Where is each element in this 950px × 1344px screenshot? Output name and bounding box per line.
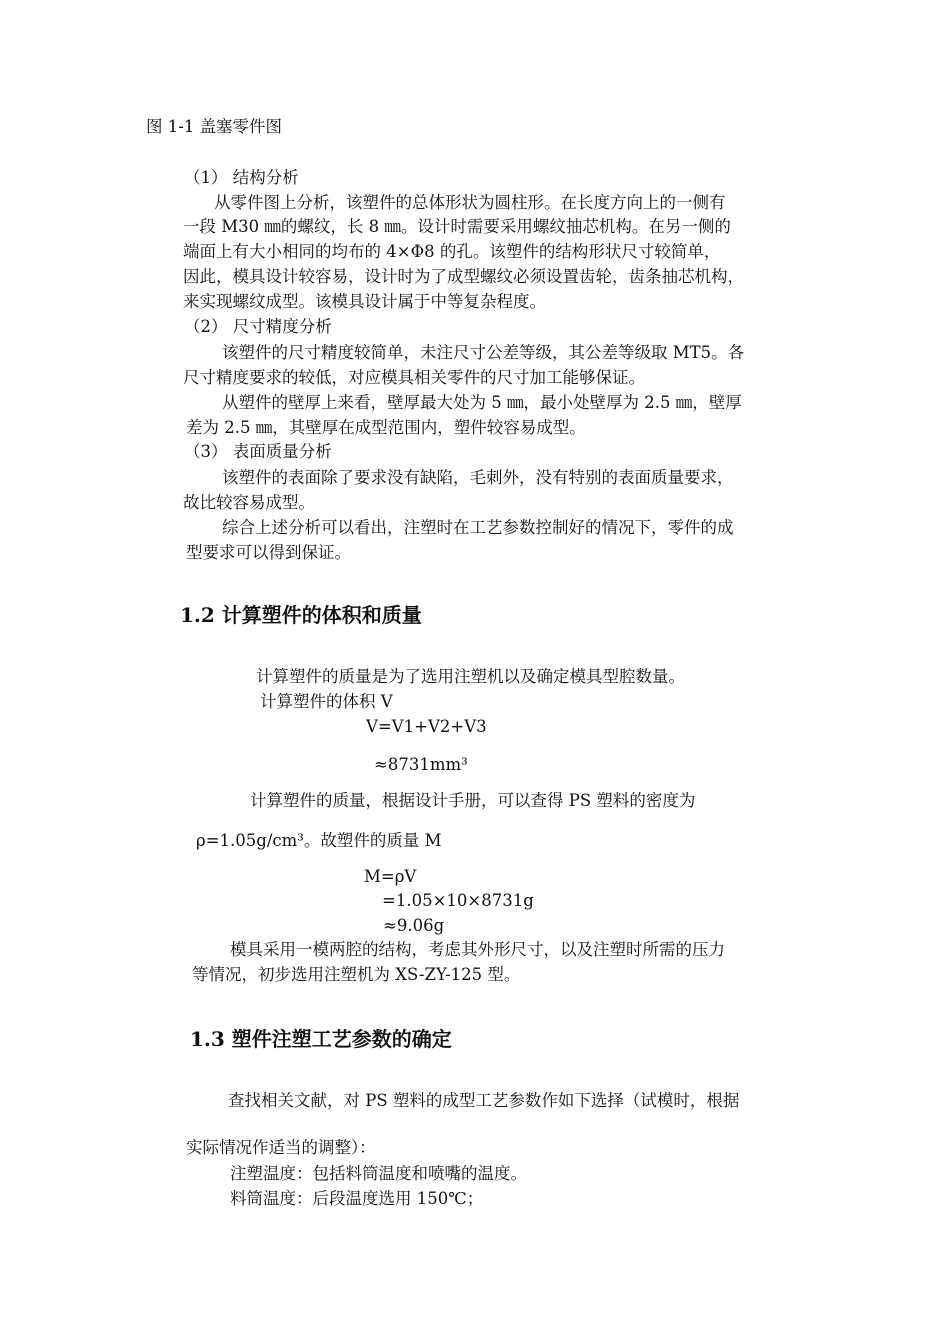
paragraph-line: 料筒温度：后段温度选用 150℃； [230, 1189, 484, 1208]
paragraph-line: 注塑温度：包括料筒温度和喷嘴的温度。 [230, 1164, 527, 1183]
paragraph-line: 模具采用一模两腔的结构，考虑其外形尺寸，以及注塑时所需的压力 [230, 940, 725, 959]
figure-caption: 图 1-1 盖塞零件图 [146, 117, 283, 136]
formula-line: M=ρV [364, 867, 417, 886]
paragraph-line: 该塑件的表面除了要求没有缺陷，毛刺外，没有特别的表面质量要求， [222, 468, 734, 487]
paragraph-line: 差为 2.5 ㎜，其壁厚在成型范围内，塑件较容易成型。 [186, 418, 586, 437]
section-heading-1-3: 1.3 塑件注塑工艺参数的确定 [190, 1027, 452, 1051]
formula-line: V=V1+V2+V3 [366, 717, 487, 736]
paragraph-line: 从零件图上分析，该塑件的总体形状为圆柱形。在长度方向上的一侧有 [214, 193, 726, 212]
paragraph-line: 因此，模具设计较容易，设计时为了成型螺纹必须设置齿轮，齿条抽芯机构， [183, 267, 744, 286]
paragraph-line: 尺寸精度要求的较低，对应模具相关零件的尺寸加工能够保证。 [183, 368, 645, 387]
paragraph-line: 计算塑件的质量是为了选用注塑机以及确定模具型腔数量。 [256, 667, 685, 686]
paragraph-line: 从塑件的壁厚上来看，壁厚最大处为 5 ㎜，最小处壁厚为 2.5 ㎜，壁厚 [222, 393, 742, 412]
formula-line: =1.05×10×8731g [382, 891, 534, 910]
item-title-structure: （1） 结构分析 [184, 168, 299, 187]
paragraph-line: 等情况，初步选用注塑机为 XS-ZY-125 型。 [192, 965, 521, 984]
paragraph-line: 故比较容易成型。 [183, 493, 315, 512]
item-title-dimension: （2） 尺寸精度分析 [184, 317, 332, 336]
paragraph-line: 端面上有大小相同的均布的 4×Φ8 的孔。该塑件的结构形状尺寸较简单， [183, 242, 721, 261]
paragraph-line: 型要求可以得到保证。 [186, 543, 351, 562]
paragraph-line: ρ=1.05g/cm³。故塑件的质量 M [196, 831, 442, 850]
paragraph-line: 计算塑件的体积 V [260, 692, 393, 711]
section-heading-1-2: 1.2 计算塑件的体积和质量 [180, 603, 422, 627]
formula-line: ≈9.06g [383, 916, 445, 935]
paragraph-line: 综合上述分析可以看出，注塑时在工艺参数控制好的情况下，零件的成 [222, 518, 734, 537]
paragraph-line: 来实现螺纹成型。该模具设计属于中等复杂程度。 [183, 292, 546, 311]
paragraph-line: 一段 M30 ㎜的螺纹，长 8 ㎜。设计时需要采用螺纹抽芯机构。在另一侧的 [183, 217, 731, 236]
item-title-surface: （3） 表面质量分析 [184, 442, 332, 461]
paragraph-line: 实际情况作适当的调整）： [186, 1138, 376, 1157]
paragraph-line: 查找相关文献，对 PS 塑料的成型工艺参数作如下选择（试模时，根据 [228, 1091, 740, 1110]
paragraph-line: 计算塑件的质量，根据设计手册，可以查得 PS 塑料的密度为 [250, 791, 696, 810]
paragraph-line: 该塑件的尺寸精度较简单，未注尺寸公差等级，其公差等级取 MT5。各 [222, 343, 745, 362]
formula-line: ≈8731mm³ [374, 755, 468, 774]
